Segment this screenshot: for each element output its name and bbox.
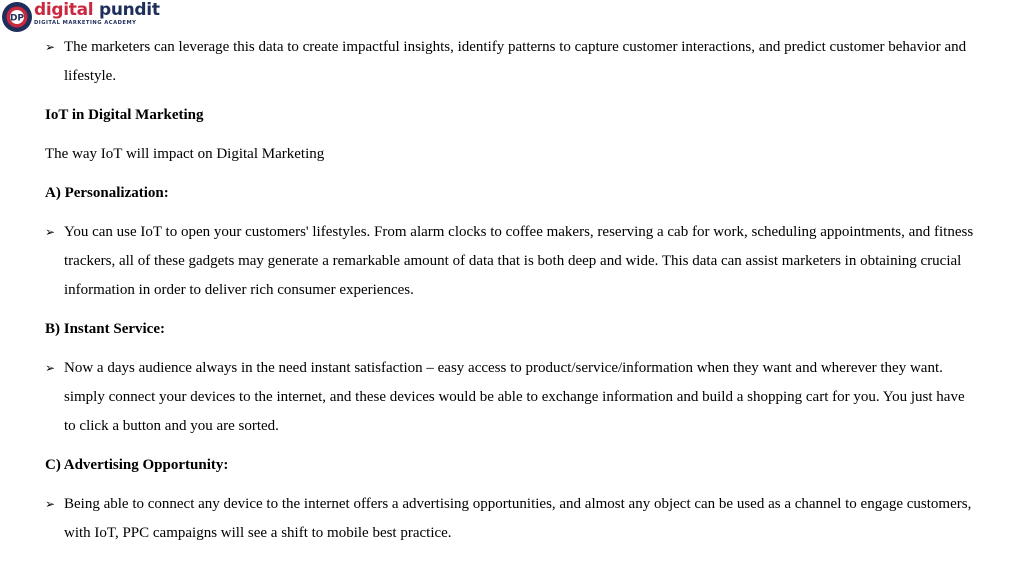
logo-word-pundit: pundit [93, 0, 160, 20]
bullet-item [45, 218, 980, 305]
bullet-item [45, 490, 980, 548]
logo-tagline: DIGITAL MARKETING ACADEMY [34, 20, 137, 26]
bullet-text: The marketers can leverage this data to create impactful insights, identify patterns to capture customer interactions, and predict customer behavior and lifestyle. [64, 39, 967, 84]
logo-word-digital: digital [34, 0, 94, 20]
logo-wordmark [34, 1, 160, 20]
logo-mark-icon [0, 0, 34, 34]
bullet-text: Being able to connect any device to the internet offers a advertising opportunities, and almost any object can be used as a channel to engage customers, with IoT, PPC campaigns will see a shift to mobile best practice. [64, 496, 972, 541]
section-heading-iot: IoT in Digital Marketing [45, 107, 204, 123]
bullet-text: Now a days audience always in the need instant satisfaction – easy access to product/service/information when they want and wherever they want. simply connect your devices to the internet, and these devices would be able to exchange information and build a shopping cart for you. You just have to click a button and you are sorted. [64, 360, 965, 434]
bullet-item [45, 354, 980, 441]
section-heading-personalization: A) Personalization: [45, 185, 169, 201]
section-heading-advertising: C) Advertising Opportunity: [45, 457, 229, 473]
logo-text [34, 0, 160, 27]
bullet-text: You can use IoT to open your customers' lifestyles. From alarm clocks to coffee makers, reserving a cab for work, scheduling appointments, and fitness trackers, all of these gadgets may generate a remarkable amount of data that is both deep and wide. This data can assist marketers in obtaining crucial information in order to deliver rich consumer experiences. [64, 224, 974, 298]
bullet-item [45, 33, 980, 91]
logo-mark-letters: DP [9, 13, 25, 24]
brand-logo [0, 0, 160, 34]
section-heading-instant-service: B) Instant Service: [45, 321, 165, 337]
arrow-bullet-icon: ➢ [45, 40, 56, 54]
arrow-bullet-icon: ➢ [45, 361, 56, 375]
document-body [45, 33, 980, 548]
intro-paragraph: The way IoT will impact on Digital Marketing [45, 146, 325, 162]
arrow-bullet-icon: ➢ [45, 225, 56, 239]
arrow-bullet-icon: ➢ [45, 497, 56, 511]
